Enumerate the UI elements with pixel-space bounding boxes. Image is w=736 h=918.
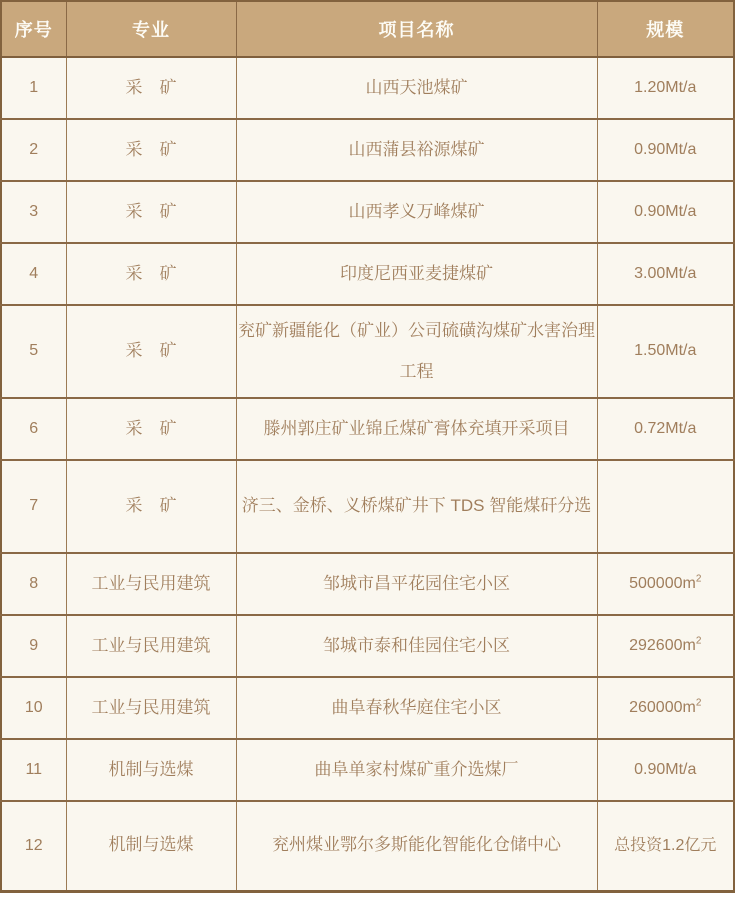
table-body (1, 57, 734, 891)
cell-name: 曲阜春秋华庭住宅小区 (236, 677, 597, 739)
cell-name: 印度尼西亚麦捷煤矿 (236, 243, 597, 305)
cell-major: 采 矿 (66, 398, 236, 460)
table-header (1, 1, 734, 57)
cell-name: 山西天池煤矿 (236, 57, 597, 119)
table-row (1, 739, 734, 801)
cell-major: 工业与民用建筑 (66, 553, 236, 615)
cell-no: 12 (1, 801, 66, 891)
cell-no: 8 (1, 553, 66, 615)
cell-name: 邹城市昌平花园住宅小区 (236, 553, 597, 615)
cell-name: 兖矿新疆能化（矿业）公司硫磺沟煤矿水害治理工程 (236, 305, 597, 398)
header-row (1, 1, 734, 57)
cell-name: 兖州煤业鄂尔多斯能化智能化仓储中心 (236, 801, 597, 891)
cell-scale: 0.90Mt/a (597, 119, 734, 181)
cell-no: 3 (1, 181, 66, 243)
cell-no: 11 (1, 739, 66, 801)
cell-major: 机制与选煤 (66, 801, 236, 891)
cell-no: 7 (1, 460, 66, 553)
header-cell-name: 项目名称 (236, 1, 597, 57)
cell-name: 山西蒲县裕源煤矿 (236, 119, 597, 181)
table-row (1, 398, 734, 460)
table-row (1, 801, 734, 891)
cell-scale: 1.50Mt/a (597, 305, 734, 398)
table-row (1, 119, 734, 181)
cell-name: 滕州郭庄矿业锦丘煤矿膏体充填开采项目 (236, 398, 597, 460)
cell-major: 采 矿 (66, 460, 236, 553)
cell-scale: 0.90Mt/a (597, 181, 734, 243)
cell-no: 2 (1, 119, 66, 181)
cell-no: 5 (1, 305, 66, 398)
table-row (1, 553, 734, 615)
header-cell-no: 序号 (1, 1, 66, 57)
table-row (1, 181, 734, 243)
cell-no: 4 (1, 243, 66, 305)
table-row (1, 243, 734, 305)
header-cell-major: 专业 (66, 1, 236, 57)
table-row (1, 57, 734, 119)
cell-scale: 0.72Mt/a (597, 398, 734, 460)
cell-scale: $260000m^2$ (597, 677, 734, 739)
cell-scale: 1.20Mt/a (597, 57, 734, 119)
square-meter-superscript: 2 (695, 697, 702, 709)
cell-major: 采 矿 (66, 181, 236, 243)
cell-scale: 总投资1.2亿元 (597, 801, 734, 891)
cell-name: 济三、金桥、义桥煤矿井下 TDS 智能煤矸分选 (236, 460, 597, 553)
cell-name: 邹城市泰和佳园住宅小区 (236, 615, 597, 677)
cell-no: 6 (1, 398, 66, 460)
header-cell-scale: 规模 (597, 1, 734, 57)
cell-major: 工业与民用建筑 (66, 615, 236, 677)
table-row (1, 677, 734, 739)
square-meter-superscript: 2 (695, 573, 702, 585)
cell-no: 9 (1, 615, 66, 677)
cell-no: 10 (1, 677, 66, 739)
cell-major: 采 矿 (66, 57, 236, 119)
cell-name: 曲阜单家村煤矿重介选煤厂 (236, 739, 597, 801)
table-row (1, 305, 734, 398)
cell-major: 采 矿 (66, 305, 236, 398)
cell-no: 1 (1, 57, 66, 119)
cell-scale (597, 460, 734, 553)
square-meter-superscript: 2 (695, 635, 702, 647)
cell-name: 山西孝义万峰煤矿 (236, 181, 597, 243)
cell-major: 工业与民用建筑 (66, 677, 236, 739)
cell-major: 采 矿 (66, 119, 236, 181)
cell-scale: 3.00Mt/a (597, 243, 734, 305)
cell-major: 采 矿 (66, 243, 236, 305)
table-row (1, 615, 734, 677)
cell-scale: $292600m^2$ (597, 615, 734, 677)
cell-scale: 0.90Mt/a (597, 739, 734, 801)
cell-scale: $500000m^2$ (597, 553, 734, 615)
table-row (1, 460, 734, 553)
cell-major: 机制与选煤 (66, 739, 236, 801)
